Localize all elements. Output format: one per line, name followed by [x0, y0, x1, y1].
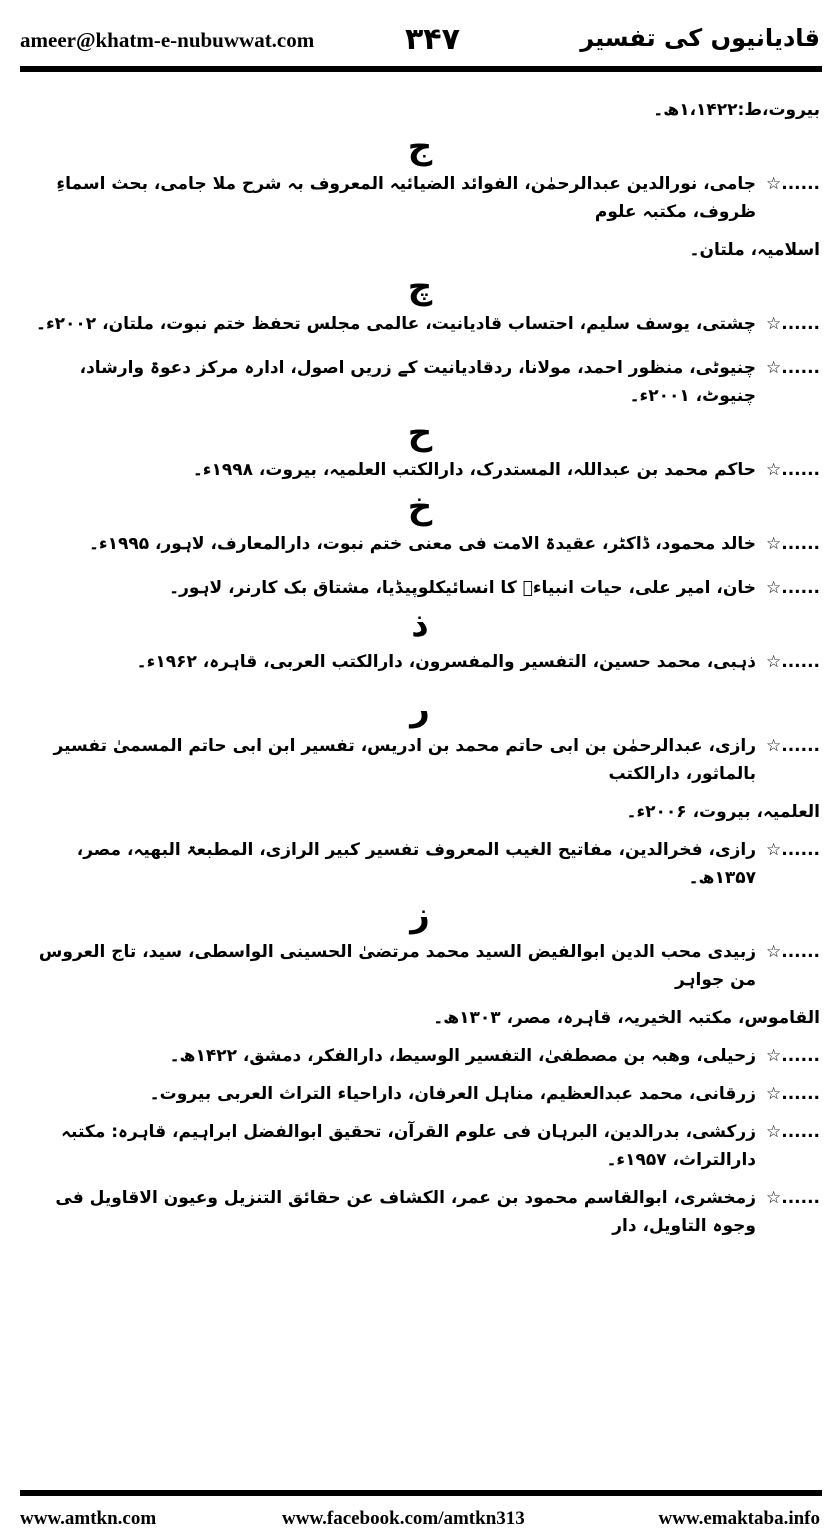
entry-text: چنیوٹی، منظور احمد، مولانا، ردقادیانیت کے زریں اصول، ادارہ مرکز دعوۃ وارشاد، چنیوٹ، ۲۰۰۱ء۔	[79, 358, 756, 406]
continued-entry-line: بیروت،ط:۱،۱۴۲۲ھ۔	[653, 100, 820, 120]
section-letter-che: چ	[407, 267, 433, 307]
section-letter-jeem: ج	[407, 127, 433, 167]
entry-text: رازی، عبدالرحمٰن بن ابی حاتم محمد بن ادریس، تفسیر ابن ابی حاتم المسمیٰ تفسیر بالماثور، دارالکتب	[53, 736, 756, 784]
star-marker: ☆......	[766, 1188, 820, 1208]
header-rule	[20, 66, 822, 72]
section-letter-khe: خ	[407, 487, 433, 527]
entry-text: چشتی، یوسف سلیم، احتساب قادیانیت، عالمی مجلس تحفظ ختم نبوت، ملتان، ۲۰۰۲ء۔	[36, 314, 756, 334]
bibliography-entry	[20, 648, 820, 676]
entry-text: خالد محمود، ڈاکٹر، عقیدۃ الامت فی معنی ختم نبوت، دارالمعارف، لاہور، ۱۹۹۵ء۔	[88, 534, 756, 554]
page-number: ۳۴۷	[405, 22, 460, 57]
entry-text: زرکشی، بدرالدین، البرہان فی علوم القرآن، تحقیق ابوالفضل ابراہیم، قاہرہ: مکتبہ دارالتراث، ۱۹۵۷ء۔	[61, 1122, 756, 1170]
bibliography-entry	[20, 938, 820, 1032]
bibliography-entry	[20, 310, 820, 338]
star-marker: ☆......	[766, 460, 820, 480]
bibliography-entry	[20, 1118, 820, 1174]
footer-link-facebook[interactable]: www.facebook.com/amtkn313	[282, 1508, 525, 1529]
star-marker: ☆......	[766, 174, 820, 194]
star-marker: ☆......	[766, 534, 820, 554]
bibliography-entry	[20, 1042, 820, 1070]
star-marker: ☆......	[766, 358, 820, 378]
entry-continuation: القاموس، مکتبہ الخیریہ، قاہرہ، مصر، ۱۳۰۳ھ۔	[433, 1008, 820, 1028]
entry-text: حاکم محمد بن عبداللہ، المستدرک، دارالکتب العلمیہ، بیروت، ۱۹۹۸ء۔	[192, 460, 756, 480]
star-marker: ☆......	[766, 942, 820, 962]
bibliography-entry	[20, 1080, 820, 1108]
page-header	[20, 22, 820, 58]
footer-rule	[20, 1490, 822, 1496]
star-marker: ☆......	[766, 1122, 820, 1142]
entry-text: زمخشری، ابوالقاسم محمود بن عمر، الکشاف عن حقائق التنزیل وعیون الاقاویل فی وجوہ التاویل، دار	[55, 1188, 756, 1236]
entry-text: زبیدی محب الدین ابوالفیض السید محمد مرتضیٰ الحسینی الواسطی، سید، تاج العروس من جواہر	[38, 942, 756, 990]
star-marker: ☆......	[766, 1084, 820, 1104]
entry-text: زحیلی، وھبہ بن مصطفیٰ، التفسیر الوسیط، دارالفکر، دمشق، ۱۴۲۲ھ۔	[169, 1046, 756, 1066]
entry-text: جامی، نورالدین عبدالرحمٰن، الفوائد الضیائیہ المعروف بہ شرح ملا جامی، بحث اسماءِ ظروف، مکتبہ علوم	[56, 174, 756, 222]
entry-text: ذہبی، محمد حسین، التفسیر والمفسرون، دارالکتب العربی، قاہرہ، ۱۹۶۲ء۔	[136, 652, 756, 672]
star-marker: ☆......	[766, 652, 820, 672]
bibliography-entry	[20, 574, 820, 602]
entry-text: خان، امیر علی، حیات انبیاءؑ کا انسائیکلوپیڈیا، مشتاق بک کارنر، لاہور۔	[169, 578, 756, 598]
star-marker: ☆......	[766, 314, 820, 334]
footer-link-emaktaba[interactable]: www.emaktaba.info	[658, 1508, 820, 1529]
entry-text: رازی، فخرالدین، مفاتیح الغیب المعروف تفسیر کبیر الرازی، المطبعۃ البھیہ، مصر، ۱۳۵۷ھ۔	[76, 840, 756, 888]
book-title: قادیانیوں کی تفسیر	[580, 24, 820, 52]
bibliography-entry	[20, 1184, 820, 1240]
entry-continuation: العلمیہ، بیروت، ۲۰۰۶ء۔	[626, 802, 820, 822]
bibliography-entry	[20, 456, 820, 484]
section-letter-he: ح	[407, 413, 433, 453]
entry-text: زرقانی، محمد عبدالعظیم، مناہل العرفان، داراحیاء التراث العربی بیروت۔	[149, 1084, 756, 1104]
bibliography-entry	[20, 836, 820, 892]
footer-link-amtkn[interactable]: www.amtkn.com	[20, 1508, 157, 1529]
page-footer	[20, 1508, 820, 1532]
bibliography-entry	[20, 530, 820, 558]
section-letter-ze: ز	[410, 895, 430, 935]
bibliography-entry	[20, 732, 820, 826]
star-marker: ☆......	[766, 840, 820, 860]
bibliography-entry	[20, 354, 820, 410]
bibliography-entry	[20, 170, 820, 264]
star-marker: ☆......	[766, 1046, 820, 1066]
star-marker: ☆......	[766, 736, 820, 756]
section-letter-re: ر	[410, 689, 430, 729]
star-marker: ☆......	[766, 578, 820, 598]
header-email: ameer@khatm-e-nubuwwat.com	[20, 28, 315, 52]
section-letter-zaal: ذ	[411, 605, 429, 645]
bibliography-content	[20, 96, 820, 1240]
entry-continuation: اسلامیہ، ملتان۔	[689, 240, 820, 260]
